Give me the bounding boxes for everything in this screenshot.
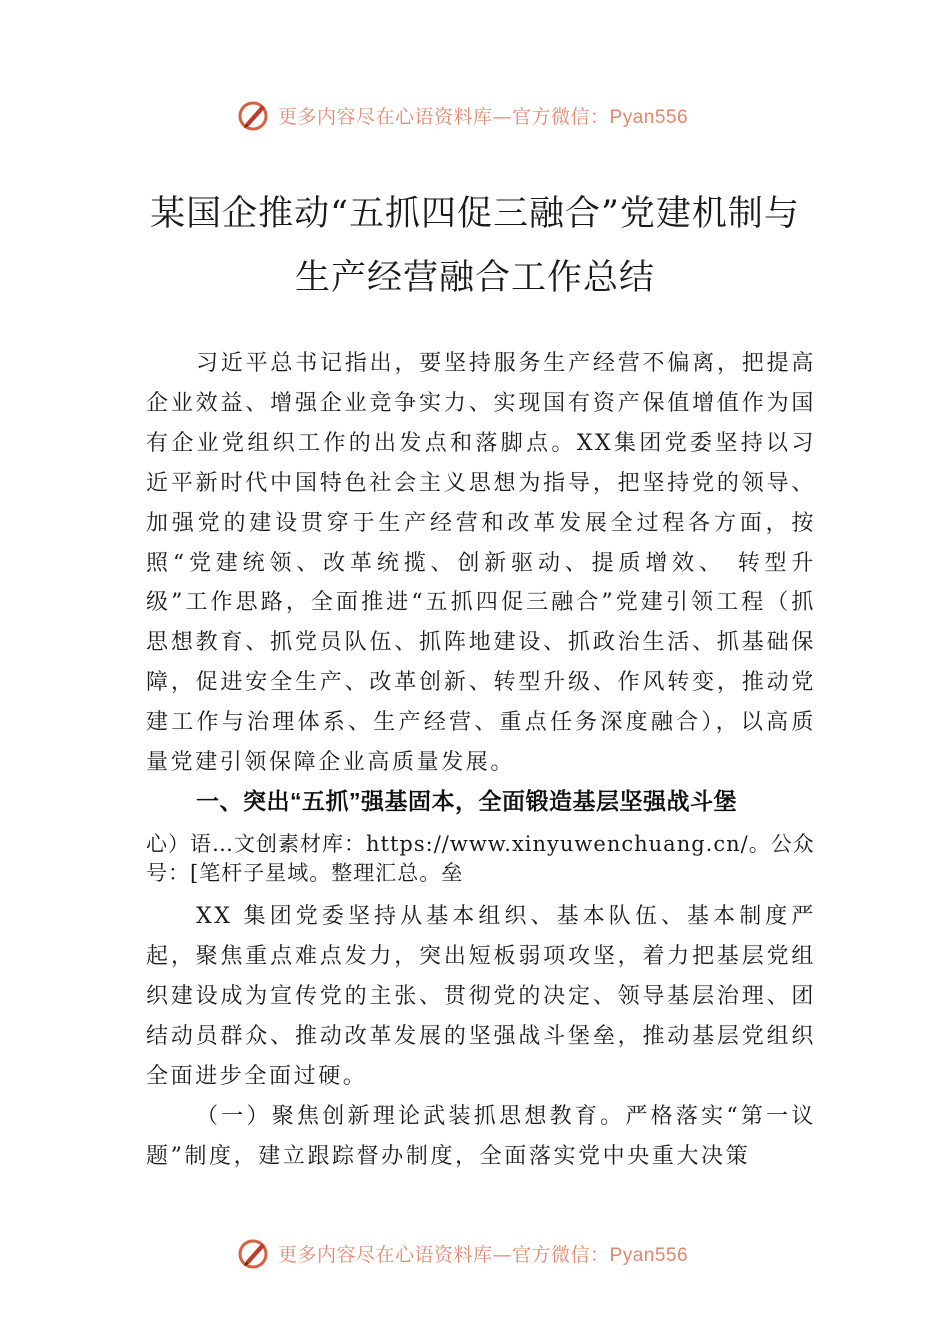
document-title-line-2: 生产经营融合工作总结 [294, 258, 655, 298]
watermark-text: 更多内容尽在心语资料库—官方微信：Pyan556 [278, 1243, 689, 1266]
document-title-line-1: 某国企推动“五抓四促三融合”党建机制与 [150, 194, 800, 234]
subsection-1-lead: （一）聚焦创新理论武装抓思想教育。 [196, 1104, 626, 1129]
section-heading-1: 一、突出“五抓”强基固本，全面锻造基层坚强战斗堡 [196, 788, 737, 814]
subsection-1-text: 严格落实“第一议题”制度，建立跟踪督办制度，全面落实党中央重大决策 [146, 1104, 816, 1169]
subsection-1-paragraph [146, 1097, 816, 1177]
header-watermark [236, 95, 736, 135]
section-1-paragraph: XX 集团党委坚持从基本组织、基本队伍、基本制度严起，聚焦重点难点发力，突出短板弱项攻坚，着力把基层党组织建设成为宣传党的主张、贯彻党的决定、领导基层治理、团结动员群众、推动改革发展的坚强战斗堡垒，推动基层党组织全面进步全面过硬。 [146, 904, 816, 1089]
pen-circle-logo-icon [236, 1235, 272, 1271]
inserted-source-note: 心）语…文创素材库：https://www.xinyuwenchuang.cn/。公众号：[笔杆子星域。整理汇总。垒 [146, 832, 815, 885]
footer-watermark [236, 1233, 736, 1273]
watermark-text: 更多内容尽在心语资料库—官方微信：Pyan556 [278, 105, 689, 128]
intro-paragraph: 习近平总书记指出，要坚持服务生产经营不偏离，把提高企业效益、增强企业竞争实力、实现国有资产保值增值作为国有企业党组织工作的出发点和落脚点。XX集团党委坚持以习近平新时代中国特色社会主义思想为指导，把坚持党的领导、加强党的建设贯穿于生产经营和改革发展全过程各方面，按照“党建统领、改革统揽、创新驱动、提质增效、 转型升级”工作思路，全面推进“五抓四促三融合”党建引领工程（抓思想教育、抓党员队伍、抓阵地建设、抓政治生活、抓基础保障，促进安全生产、改革创新、转型升级、作风转变，推动党建工作与治理体系、生产经营、重点任务深度融合），以高质量党建引领保障企业高质量发展。 [146, 351, 816, 776]
pen-circle-logo-icon [236, 97, 272, 133]
